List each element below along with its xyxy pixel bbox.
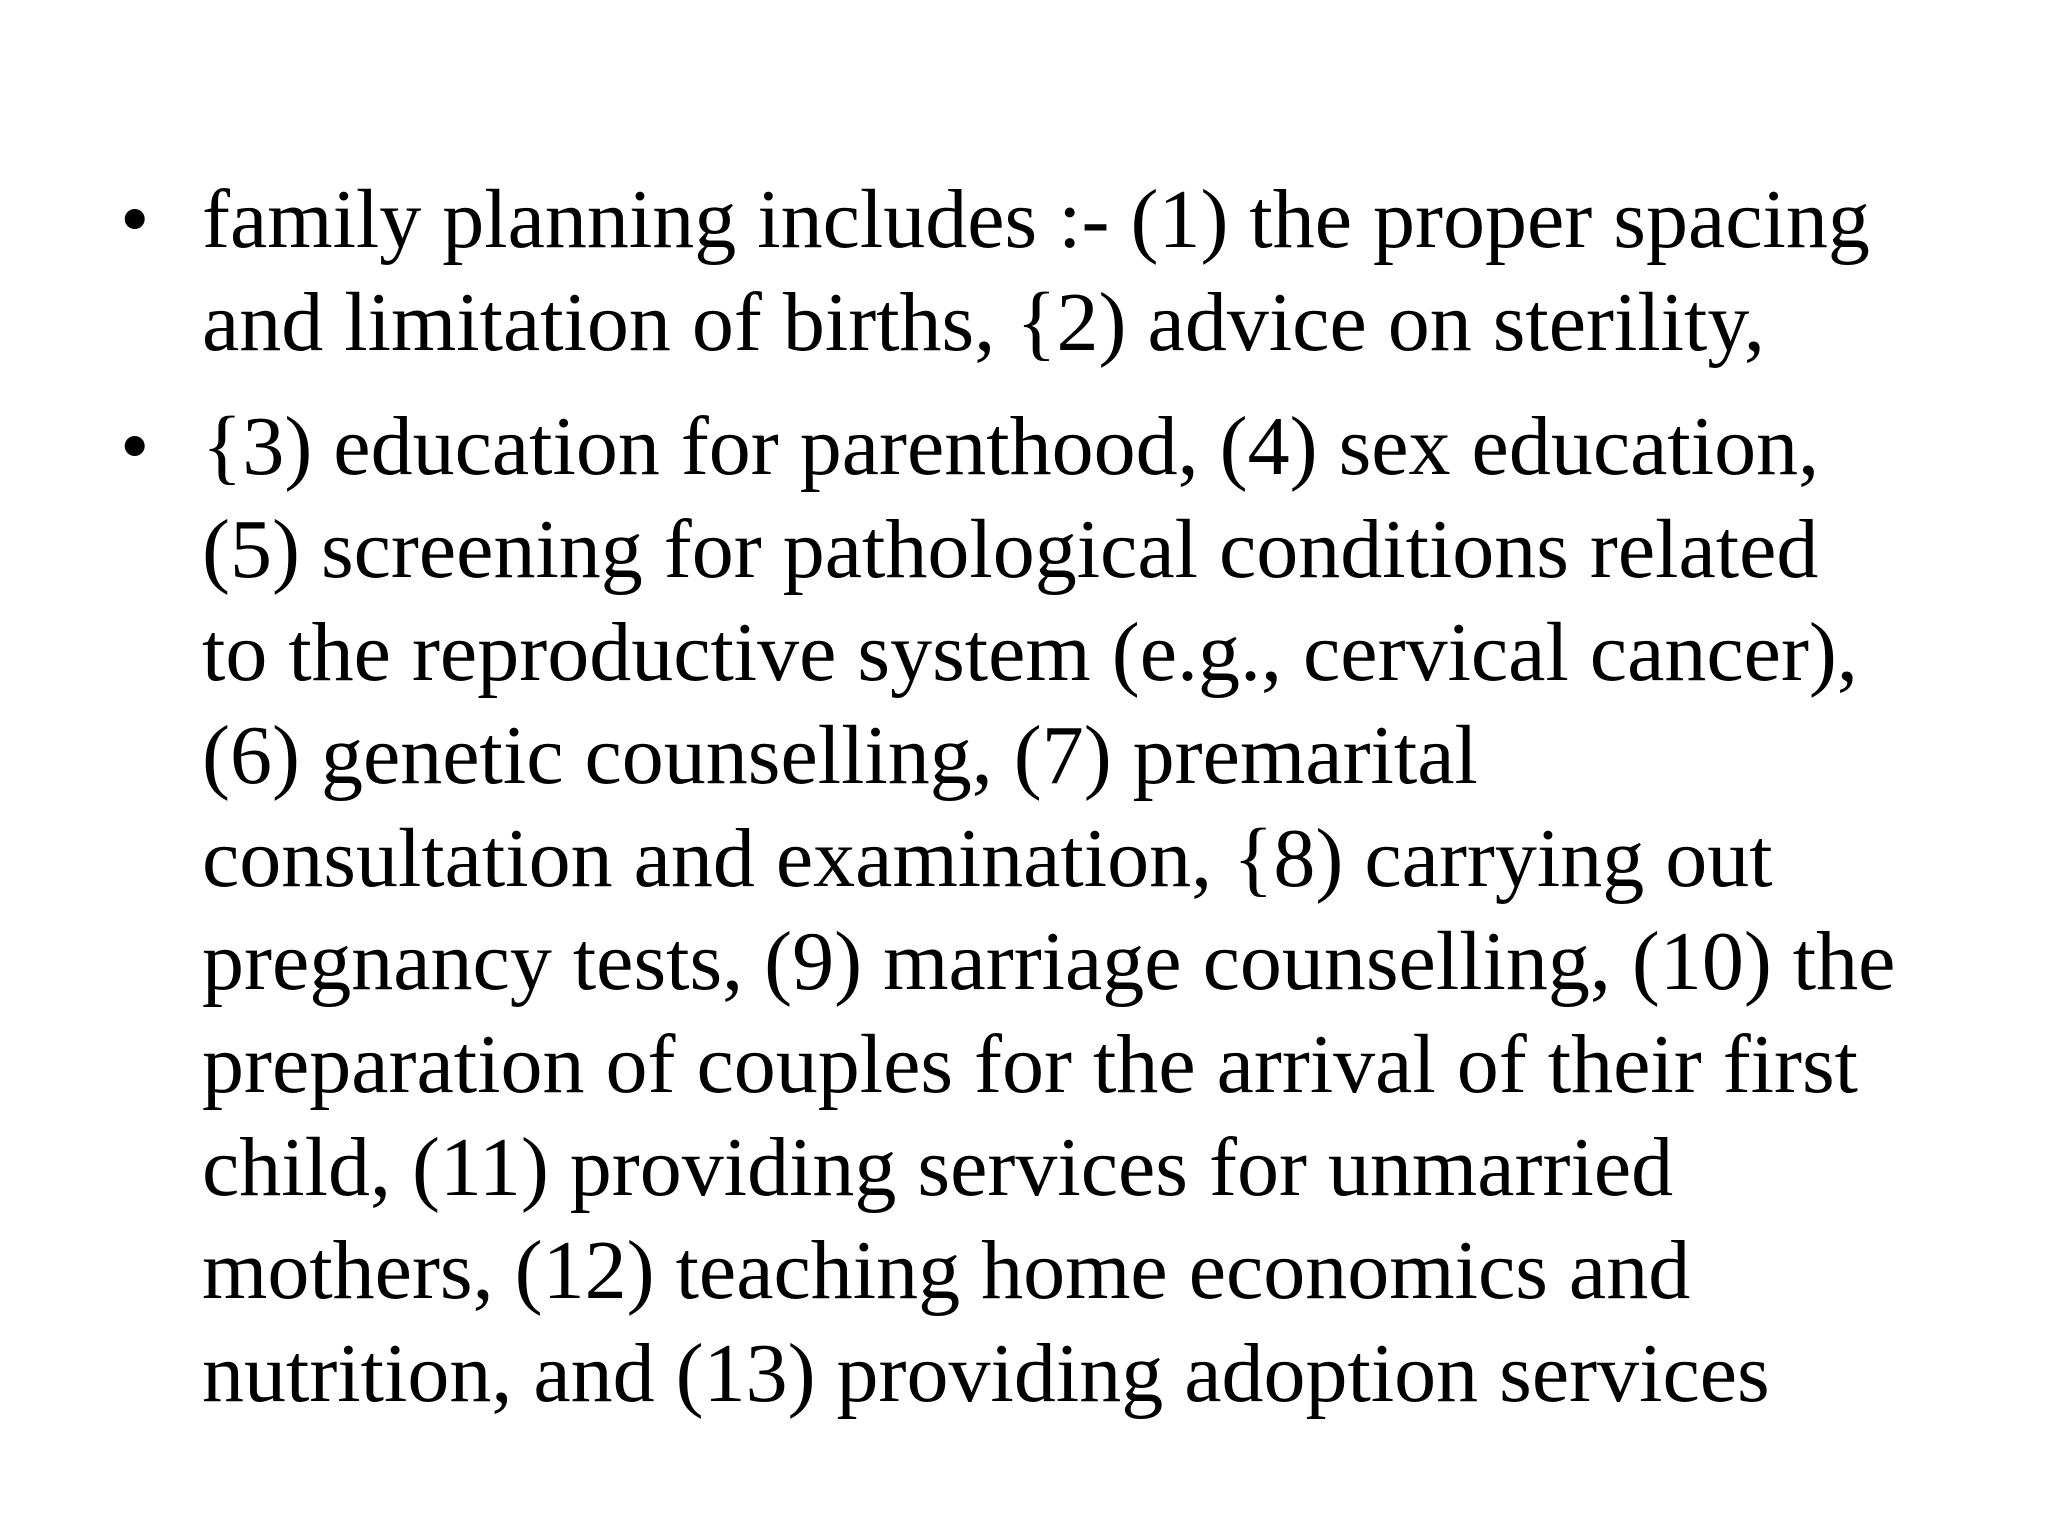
text-line: {3) education for parenthood, (4) sex education,	[202, 400, 1820, 493]
bullet-text	[202, 395, 2000, 1425]
bullet-icon: •	[120, 173, 150, 266]
bullet-item-1	[120, 168, 2000, 374]
bullet-text	[202, 168, 2000, 374]
text-line: and limitation of births, {2) advice on sterility,	[202, 276, 1765, 369]
text-line: to the reproductive system (e.g., cervical cancer),	[202, 606, 1858, 699]
bullet-list	[120, 168, 2000, 1446]
text-line: preparation of couples for the arrival of their first	[202, 1018, 1859, 1111]
text-line: mothers, (12) teaching home economics and	[202, 1224, 1691, 1317]
bullet-icon: •	[120, 400, 150, 493]
text-line: consultation and examination, {8) carrying out	[202, 812, 1773, 905]
text-line: (6) genetic counselling, (7) premarital	[202, 709, 1478, 802]
text-line: family planning includes :- (1) the proper spacing	[202, 173, 1870, 266]
text-line: child, (11) providing services for unmarried	[202, 1121, 1674, 1214]
text-line: nutrition, and (13) providing adoption services	[202, 1327, 1770, 1420]
text-line: pregnancy tests, (9) marriage counselling, (10) the	[202, 915, 1896, 1008]
bullet-item-2	[120, 395, 2000, 1425]
text-line: (5) screening for pathological conditions related	[202, 503, 1819, 596]
